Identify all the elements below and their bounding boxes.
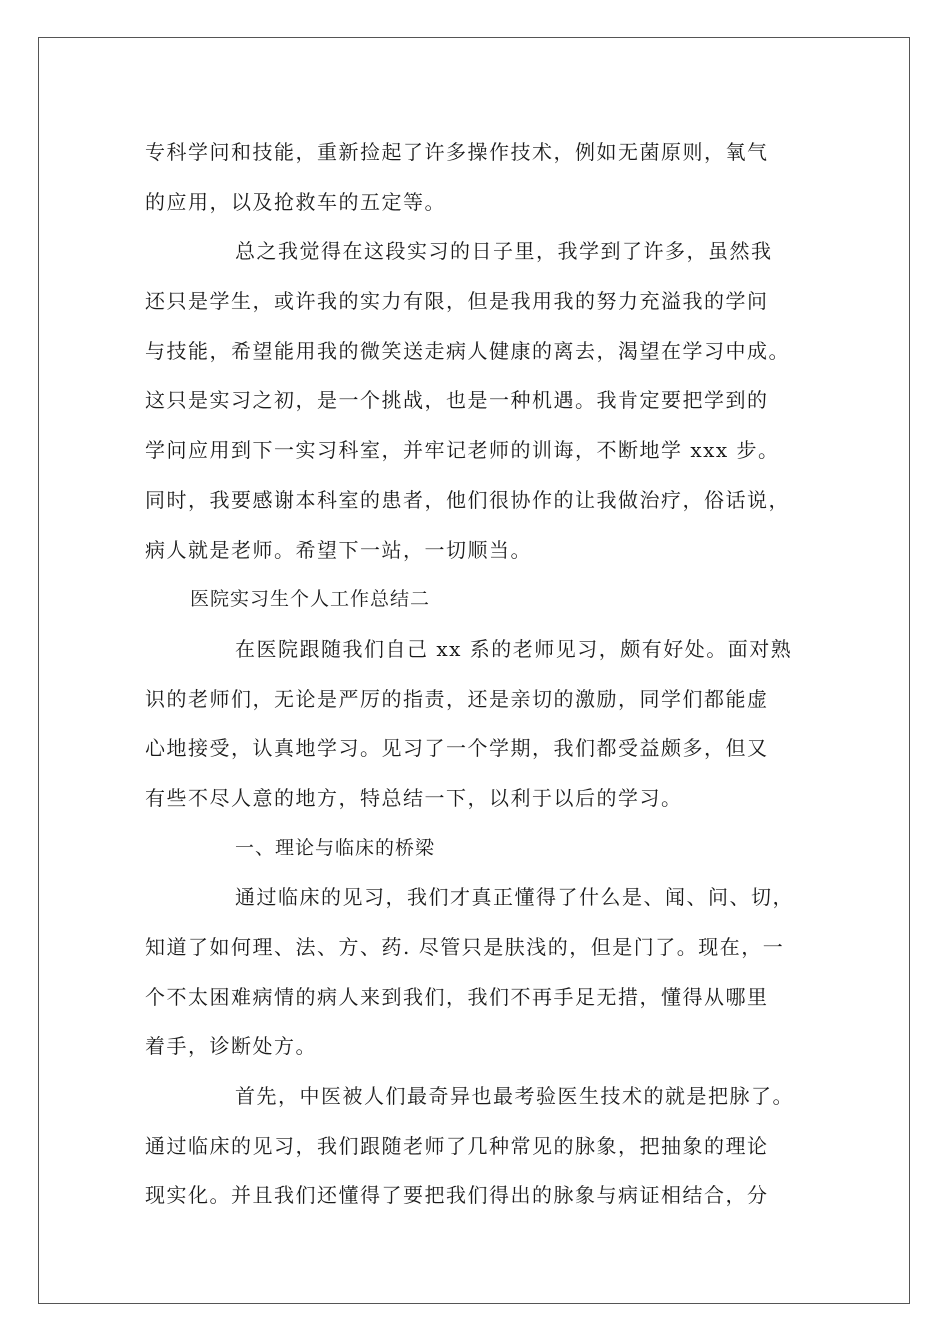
text-line: 与技能，希望能用我的微笑送走病人健康的离去，渴望在学习中成。 — [145, 338, 790, 363]
text-line: 总之我觉得在这段实习的日子里，我学到了许多，虽然我 — [235, 239, 773, 264]
section-heading: 医院实习生个人工作总结二 — [190, 588, 431, 611]
text-line: 个不太困难病情的病人来到我们，我们不再手足无措，懂得从哪里 — [145, 984, 769, 1009]
text-line: 识的老师们，无论是严厉的指责，还是亲切的激励，同学们都能虚 — [145, 686, 769, 711]
document-body — [145, 128, 817, 1221]
text-line: 还只是学生，或许我的实力有限，但是我用我的努力充溢我的学问 — [145, 289, 769, 314]
text-line: 着手，诊断处方。 — [145, 1034, 317, 1059]
text-line: 的应用，以及抢救车的五定等。 — [145, 189, 446, 214]
text-line: 有些不尽人意的地方，特总结一下，以利于以后的学习。 — [145, 785, 683, 810]
text-line: 病人就是老师。希望下一站，一切顺当。 — [145, 537, 532, 562]
text-line: 这只是实习之初，是一个挑战，也是一种机遇。我肯定要把学到的 — [145, 388, 769, 413]
text-line: 同时，我要感谢本科室的患者，他们很协作的让我做治疗，俗话说， — [145, 487, 790, 512]
subsection-heading: 一、理论与临床的桥梁 — [235, 836, 436, 859]
text-line: 专科学问和技能，重新捡起了许多操作技术，例如无菌原则，氧气 — [145, 140, 769, 164]
text-line: 首先，中医被人们最奇异也最考验医生技术的就是把脉了。 — [235, 1084, 794, 1109]
text-line: 在医院跟随我们自己 xx 系的老师见习，颇有好处。面对熟 — [235, 636, 793, 661]
text-line: 学问应用到下一实习科室，并牢记老师的训诲，不断地学 xxx 步。 — [145, 438, 780, 463]
text-line: 知道了如何理、法、方、药. 尽管只是肤浅的，但是门了。现在，一 — [145, 935, 785, 959]
text-line: 通过临床的见习，我们跟随老师了几种常见的脉象，把抽象的理论 — [145, 1133, 769, 1158]
text-line: 心地接受，认真地学习。见习了一个学期，我们都受益颇多，但又 — [145, 736, 769, 761]
text-line: 通过临床的见习，我们才真正懂得了什么是、闻、问、切， — [235, 885, 794, 910]
text-line: 现实化。并且我们还懂得了要把我们得出的脉象与病证相结合，分 — [145, 1183, 769, 1208]
